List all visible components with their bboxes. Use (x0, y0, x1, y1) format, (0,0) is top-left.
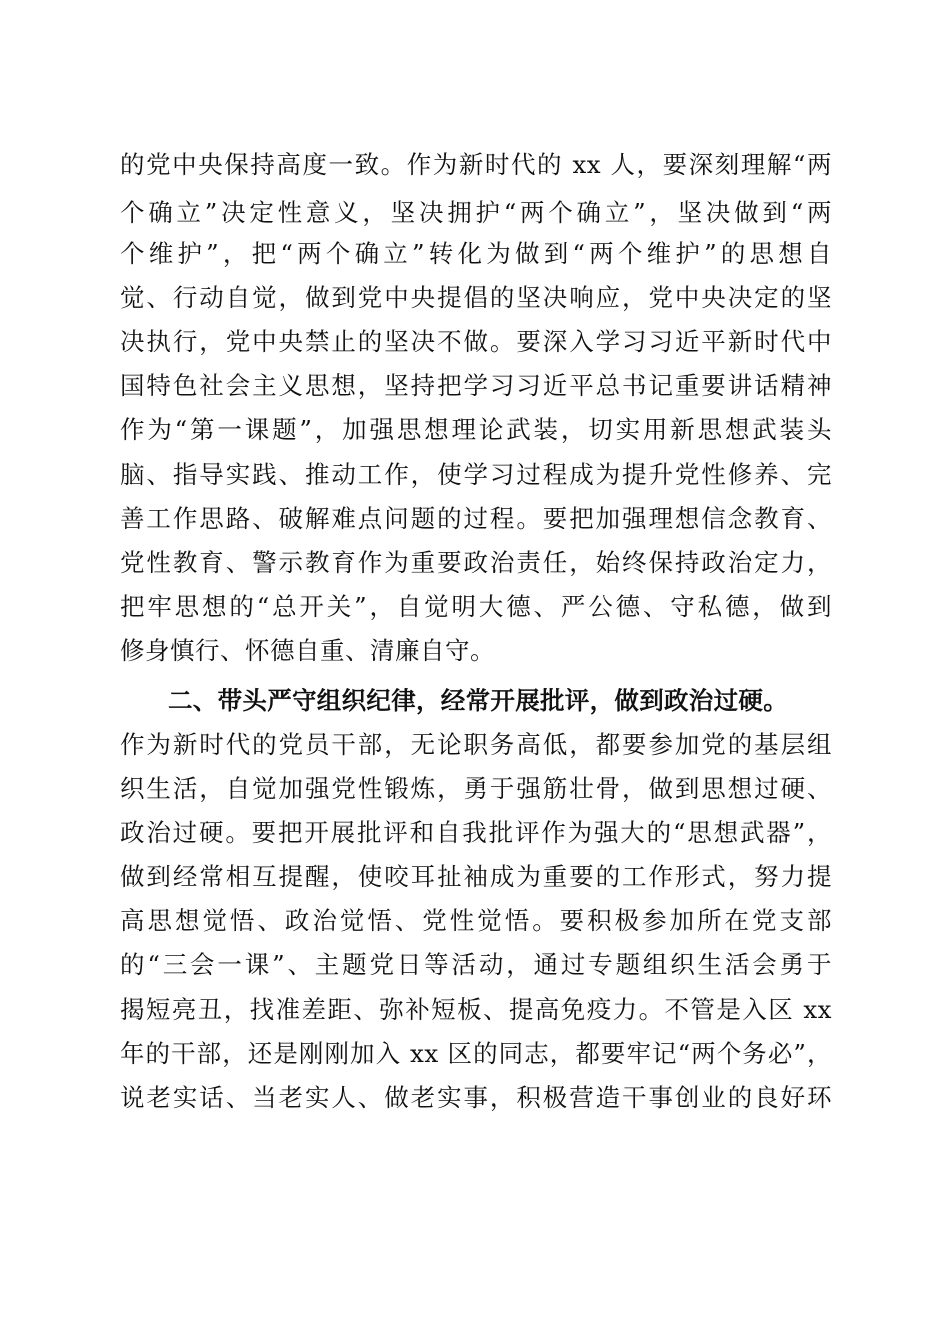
text-line: 揭短亮丑，找准差距、弥补短板、提高免疫力。不管是入区 xx (120, 995, 832, 1024)
text-line: 作为“第一课题”，加强思想理论武装，切实用新思想武装头 (120, 415, 832, 444)
text-line: 国特色社会主义思想，坚持把学习习近平总书记重要讲话精神 (120, 371, 832, 400)
text-line: 政治过硬。要把开展批评和自我批评作为强大的“思想武器”， (120, 818, 832, 847)
text-line: 织生活，自觉加强党性锻炼，勇于强筋壮骨，做到思想过硬、 (120, 774, 832, 803)
text-line: 的“三会一课”、主题党日等活动，通过专题组织生活会勇于 (120, 950, 832, 979)
text-line: 年的干部，还是刚刚加入 xx 区的同志，都要牢记“两个务必”， (120, 1039, 832, 1068)
text-line: 个确立”决定性意义，坚决拥护“两个确立”，坚决做到“两 (120, 198, 832, 227)
text-line: 决执行，党中央禁止的坚决不做。要深入学习习近平新时代中 (120, 327, 832, 356)
text-line: 个维护”，把“两个确立”转化为做到“两个维护”的思想自 (120, 239, 832, 268)
text-line: 做到经常相互提醒，使咬耳扯袖成为重要的工作形式，努力提 (120, 862, 832, 891)
text-line: 作为新时代的党员干部，无论职务高低，都要参加党的基层组 (120, 730, 832, 759)
text-line: 脑、指导实践、推动工作，使学习过程成为提升党性修养、完 (120, 460, 832, 489)
text-line: 党性教育、警示教育作为重要政治责任，始终保持政治定力， (120, 548, 832, 577)
text-line: 把牢思想的“总开关”，自觉明大德、严公德、守私德，做到 (120, 592, 832, 621)
text-line: 修身慎行、怀德自重、清廉自守。 (120, 636, 495, 665)
text-line: 觉、行动自觉，做到党中央提倡的坚决响应，党中央决定的坚 (120, 283, 832, 312)
text-line: 的党中央保持高度一致。作为新时代的 xx 人，要深刻理解“两 (120, 150, 832, 179)
text-line: 善工作思路、破解难点问题的过程。要把加强理想信念教育、 (120, 504, 832, 533)
text-line: 说老实话、当老实人、做老实事，积极营造干事创业的良好环 (120, 1083, 832, 1112)
section-heading: 二、带头严守组织纪律，经常开展批评，做到政治过硬。 (168, 686, 788, 715)
text-line: 高思想觉悟、政治觉悟、党性觉悟。要积极参加所在党支部 (120, 906, 832, 935)
